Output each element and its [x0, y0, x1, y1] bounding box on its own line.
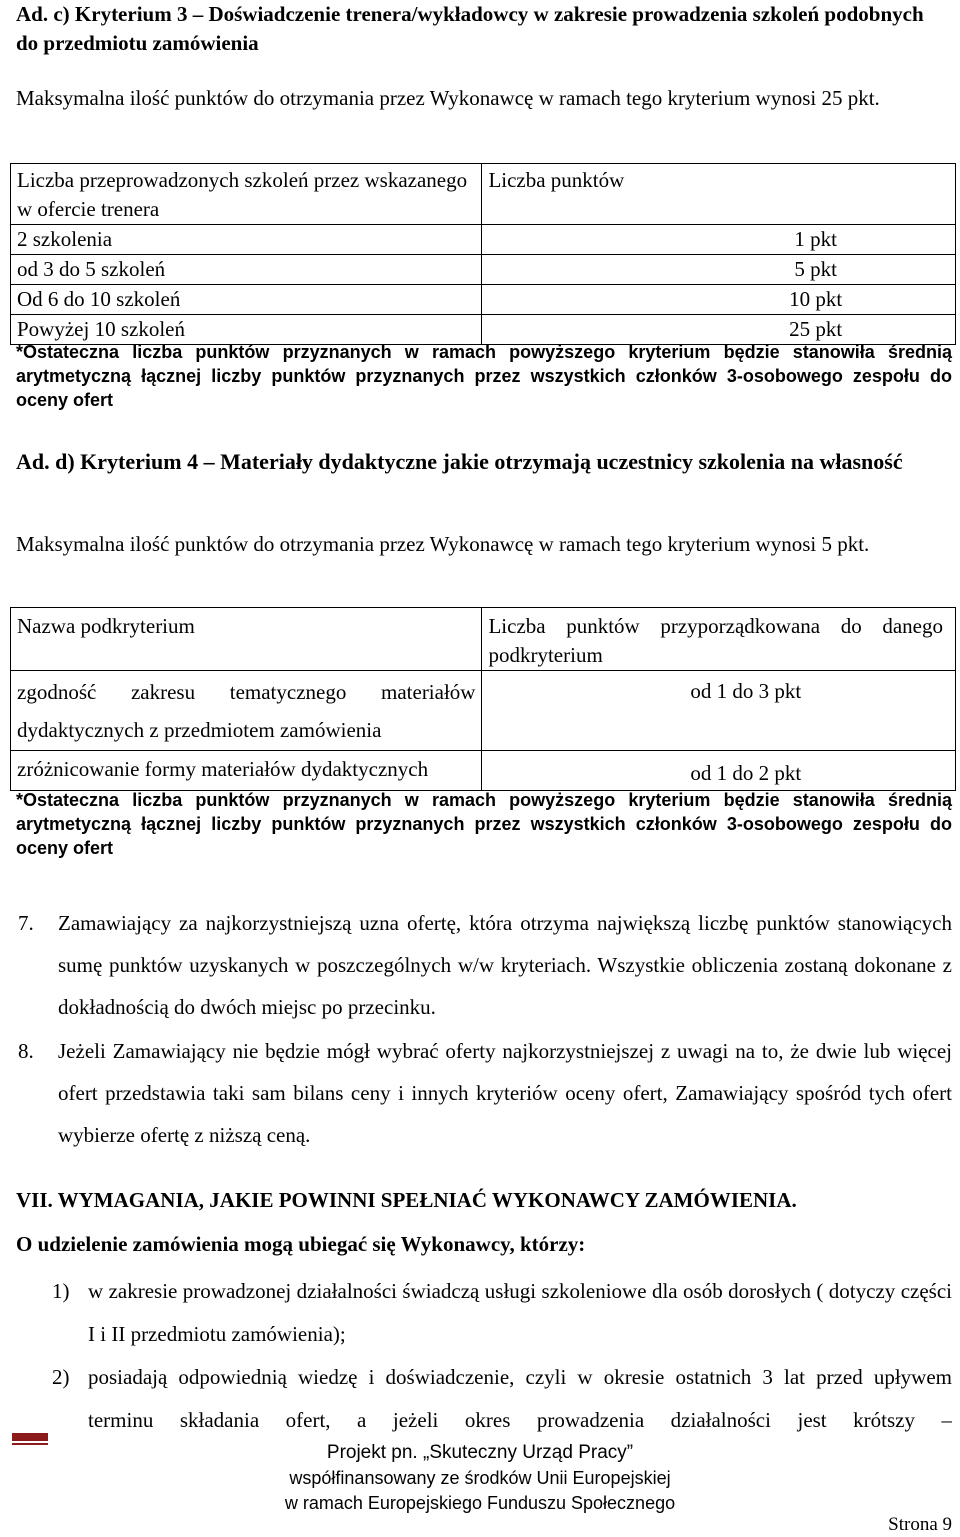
table-row — [11, 225, 956, 255]
footer-line-1: Projekt pn. „Skuteczny Urząd Pracy” — [326, 1442, 634, 1463]
table-header-left: Nazwa podkryterium — [11, 608, 482, 671]
kryterium3-note: *Ostateczna liczba punktów przyznanych w ramach powyższego kryterium będzie stanowiła średnią arytmetyczną łącznej liczby punktów przyznanych przez wszystkich członków 3-osobowego zespołu do oceny ofert — [16, 342, 952, 410]
table-cell-label: zróżnicowanie formy materiałów dydaktycznych — [11, 751, 482, 791]
table-cell-points: 1 pkt — [482, 225, 956, 255]
table-header-left: Liczba przeprowadzonych szkoleń przez wskazanego w ofercie trenera — [11, 164, 482, 225]
table-cell-points: od 1 do 3 pkt — [482, 671, 956, 751]
table-cell-label: 2 szkolenia — [11, 225, 482, 255]
kryterium4-max-points: Maksymalna ilość punktów do otrzymania przez Wykonawcę w ramach tego kryterium wynosi 5 pkt. — [16, 532, 870, 556]
list-item-number: 8. — [18, 1039, 34, 1063]
section-subtitle: O udzielenie zamówienia mogą ubiegać się Wykonawcy, którzy: — [16, 1232, 586, 1256]
kryterium3-max-points: Maksymalna ilość punktów do otrzymania przez Wykonawcę w ramach tego kryterium wynosi 25 pkt. — [16, 86, 880, 110]
table-header-right: Liczba punktów — [482, 164, 956, 225]
footer-mark — [12, 1433, 48, 1441]
table-cell-label: Powyżej 10 szkoleń — [11, 315, 482, 345]
kryterium4-heading: Ad. d) Kryterium 4 – Materiały dydaktyczne jakie otrzymają uczestnicy szkolenia na własność — [16, 449, 903, 474]
footer-mark-line — [12, 1443, 48, 1445]
page-number: Strona 9 — [888, 1514, 952, 1535]
table-header-row — [11, 608, 956, 671]
table-cell-label: zgodność zakresu tematycznego materiałów dydaktycznych z przedmiotem zamówienia — [11, 671, 482, 751]
table-cell-label: Od 6 do 10 szkoleń — [11, 285, 482, 315]
table-cell-points: 10 pkt — [482, 285, 956, 315]
list-item: posiadają odpowiednią wiedzę i doświadczenie, czyli w okresie ostatnich 3 lat przed upływem terminu składania ofert, a jeżeli okres prowadzenia działalności jest krótszy – — [88, 1365, 952, 1432]
table-header-row — [11, 164, 956, 225]
table-cell-points: 5 pkt — [482, 255, 956, 285]
table-cell-points: od 1 do 2 pkt — [482, 751, 956, 791]
list-item: Jeżeli Zamawiający nie będzie mógł wybrać oferty najkorzystniejszej z uwagi na to, że dwie lub więcej ofert przedstawia taki sam bilans ceny i innych kryteriów oceny ofert, Zamawiający spośród tych ofert wybierze ofertę z niższą ceną. — [58, 1039, 952, 1147]
kryterium3-heading: Ad. c) Kryterium 3 – Doświadczenie trenera/wykładowcy w zakresie prowadzenia szkoleń podobnych do przedmiotu zamówienia — [16, 2, 924, 55]
kryterium3-table — [10, 163, 956, 345]
footer-line-3: w ramach Europejskiego Funduszu Społecznego — [284, 1493, 676, 1513]
kryterium4-note: *Ostateczna liczba punktów przyznanych w ramach powyższego kryterium będzie stanowiła średnią arytmetyczną łącznej liczby punktów przyznanych przez wszystkich członków 3-osobowego zespołu do oceny ofert — [16, 790, 952, 858]
table-row — [11, 285, 956, 315]
table-row — [11, 671, 956, 751]
table-row — [11, 255, 956, 285]
table-row — [11, 751, 956, 791]
list-item-number: 7. — [18, 911, 34, 935]
list-item: Zamawiający za najkorzystniejszą uzna ofertę, która otrzyma największą liczbę punktów stanowiących sumę punktów uzyskanych w poszczególnych w/w kryteriach. Wszystkie obliczenia zostaną dokonane z dokładnością do dwóch miejsc po przecinku. — [58, 911, 952, 1019]
section-title: VII. WYMAGANIA, JAKIE POWINNI SPEŁNIAĆ WYKONAWCY ZAMÓWIENIA. — [16, 1188, 797, 1212]
list-item-number: 1) — [52, 1279, 70, 1303]
table-header-right: Liczba punktów przyporządkowana do danego podkryterium — [482, 608, 956, 671]
list-item-number: 2) — [52, 1365, 70, 1389]
list-item: w zakresie prowadzonej działalności świadczą usługi szkoleniowe dla osób dorosłych ( dotyczy części I i II przedmiotu zamówienia); — [88, 1279, 952, 1346]
table-cell-points: 25 pkt — [482, 315, 956, 345]
kryterium4-table — [10, 607, 956, 791]
footer-line-2: współfinansowany ze środków Unii Europejskiej — [289, 1468, 671, 1488]
table-cell-label: od 3 do 5 szkoleń — [11, 255, 482, 285]
